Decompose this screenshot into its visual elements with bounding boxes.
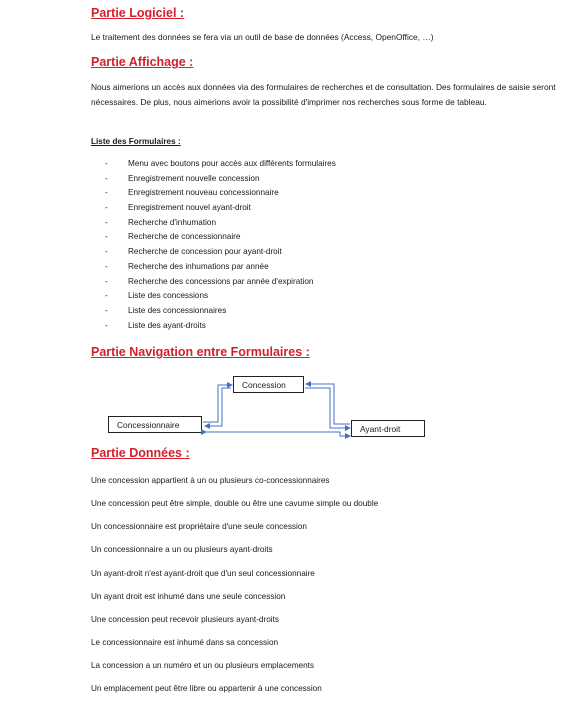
- list-item: - Liste des ayant-droits: [105, 320, 206, 330]
- list-item: - Liste des concessions: [105, 291, 209, 301]
- list-item: - Menu avec boutons pour accès aux différents formulaires: [105, 159, 336, 168]
- node-ayant-droit: Ayant-droit: [351, 420, 425, 437]
- list-item: - Recherche d'inhumation: [105, 217, 217, 227]
- list-item: - Liste des concessionnaires: [105, 305, 227, 315]
- heading-logiciel: Partie Logiciel :: [91, 6, 185, 20]
- logiciel-text: Le traitement des données se fera via un outil de base de données (Access, OpenOffice, …): [91, 32, 434, 42]
- forms-list-title: Liste des Formulaires :: [91, 137, 181, 146]
- data-line: Un concessionnaire est propriétaire d'une seule concession: [91, 522, 307, 531]
- data-line: Une concession peut être simple, double ou être une cavurne simple ou double: [91, 499, 379, 508]
- list-item: - Enregistrement nouveau concessionnaire: [105, 188, 279, 198]
- list-item: - Recherche de concession pour ayant-droit: [105, 247, 282, 257]
- list-item: - Enregistrement nouvel ayant-droit: [105, 203, 251, 213]
- data-line: Une concession appartient à un ou plusieurs co-concessionnaires: [91, 476, 330, 485]
- arrow-concessionnaire-ayant-droit: [206, 432, 350, 436]
- arrow-concession-to-ayant-droit: [305, 388, 350, 428]
- list-item: - Recherche des concessions par année d'expiration: [105, 276, 314, 286]
- data-line: La concession a un numéro et un ou plusieurs emplacements: [91, 661, 315, 670]
- data-line: Un emplacement peut être libre ou appartenir à une concession: [91, 684, 322, 693]
- list-item: - Enregistrement nouvelle concession: [105, 173, 260, 183]
- forms-list: [91, 157, 336, 333]
- heading-donnees: Partie Données :: [91, 446, 190, 460]
- data-line: Une concession peut recevoir plusieurs ayant-droits: [91, 615, 279, 624]
- list-item: - Recherche de concessionnaire: [105, 232, 241, 242]
- data-line: Un concessionnaire a un ou plusieurs ayant-droits: [91, 545, 273, 554]
- node-concession: Concession: [233, 376, 304, 393]
- heading-navigation: Partie Navigation entre Formulaires :: [91, 345, 310, 359]
- data-line: Le concessionnaire est inhumé dans sa concession: [91, 638, 279, 647]
- affichage-text: Nous aimerions un accès aux données via des formulaires de recherches et de consultation. Des formulaires de saisie seront nécessaires. De plus, nous aimerions avoir la possibilité d'imprimer nos recherches sous forme de tableau.: [91, 82, 556, 107]
- arrow-concession-to-concessionnaire: [205, 388, 231, 426]
- data-line: Un ayant droit est inhumé dans une seule concession: [91, 592, 286, 601]
- arrow-concessionnaire-to-concession: [203, 385, 232, 422]
- node-concessionnaire: Concessionnaire: [108, 416, 202, 433]
- heading-affichage: Partie Affichage :: [91, 55, 194, 69]
- list-item: - Recherche des inhumations par année: [105, 261, 269, 271]
- arrow-ayant-droit-to-concession: [306, 384, 350, 424]
- data-line: Un ayant-droit n'est ayant-droit que d'un seul concessionnaire: [91, 569, 315, 578]
